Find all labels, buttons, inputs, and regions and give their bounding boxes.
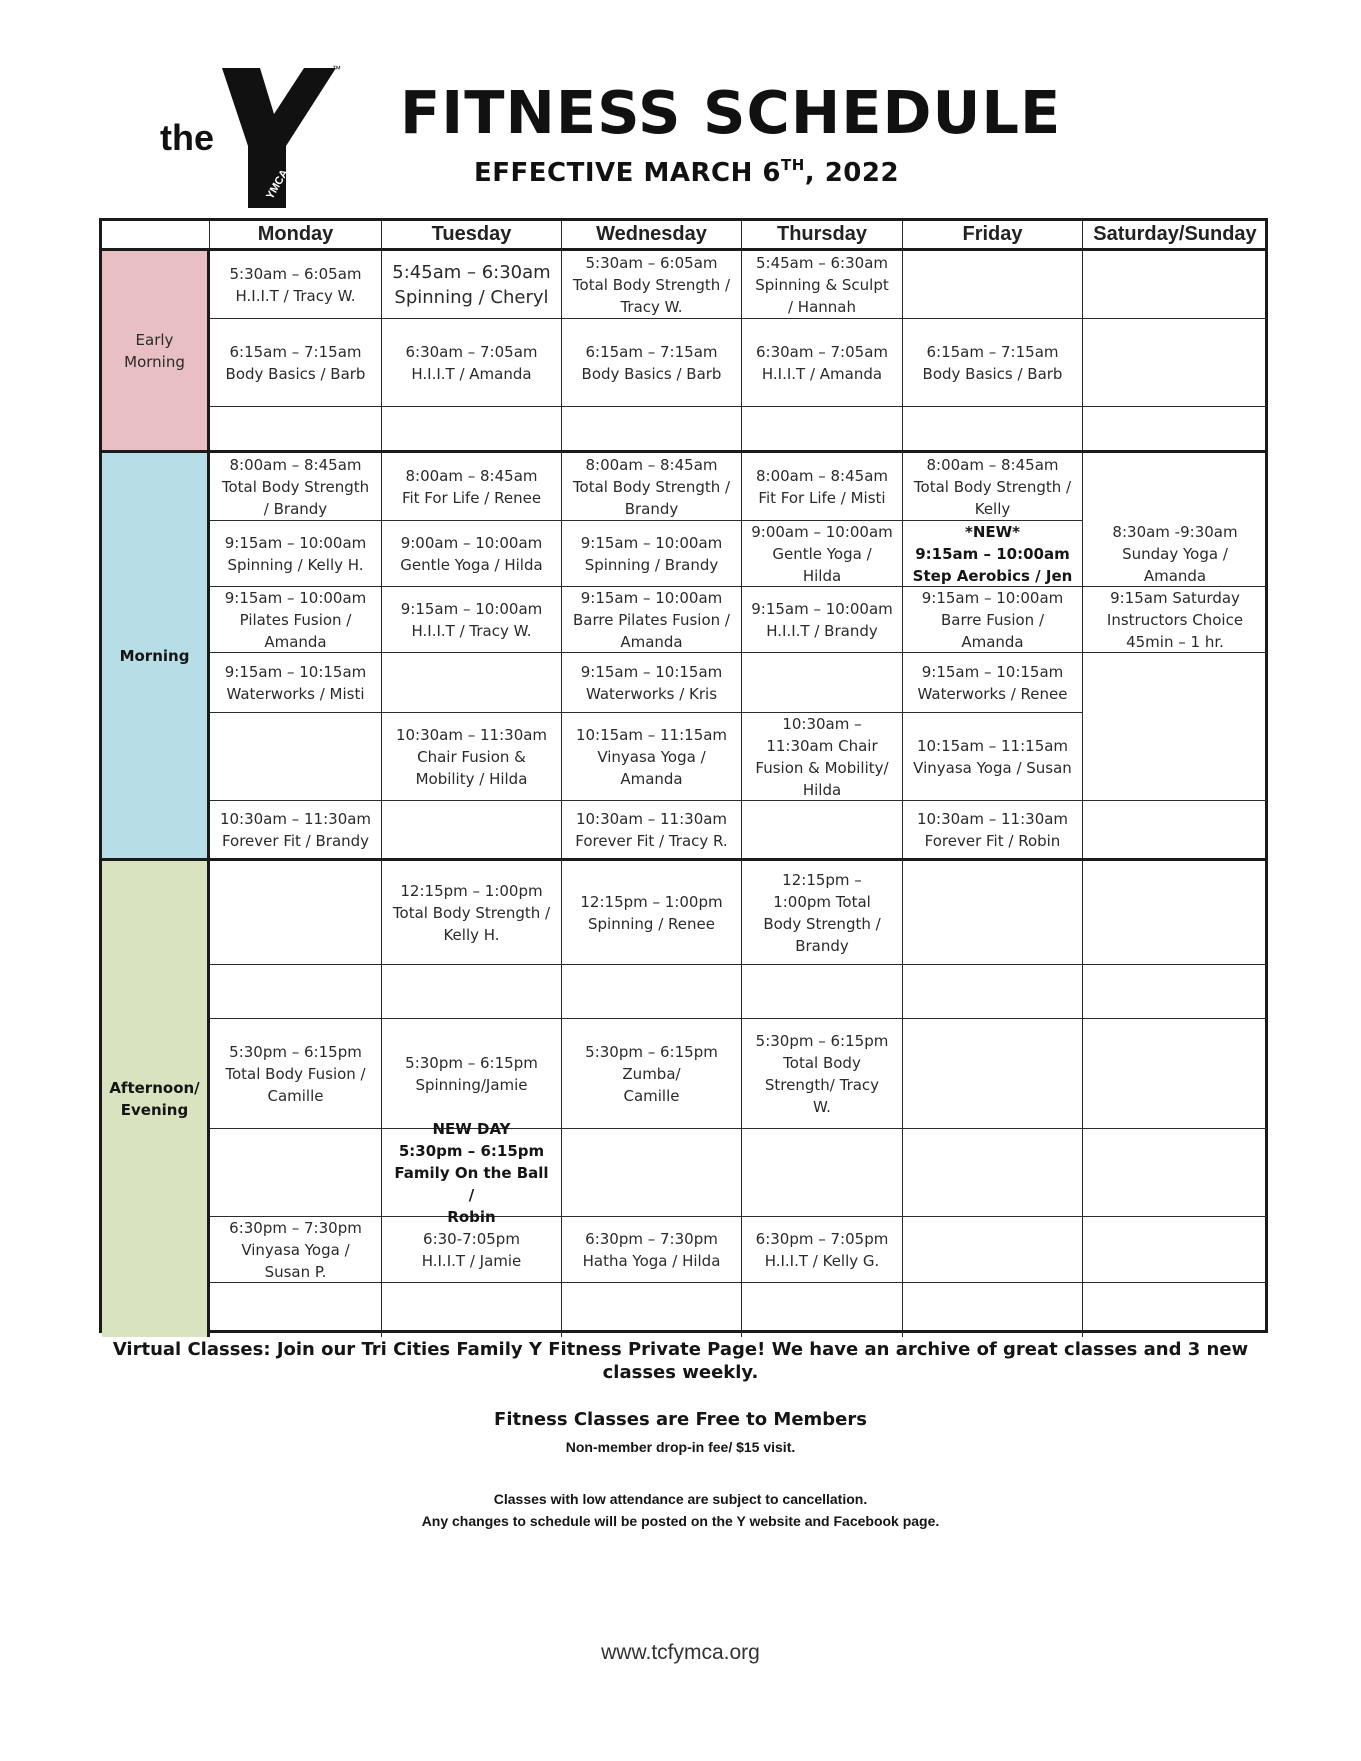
empty-cell xyxy=(382,1283,562,1337)
virtual-classes-note: Virtual Classes: Join our Tri Cities Family Y Fitness Private Page! We have an archive of great classes and 3 new classes weekly. xyxy=(112,1339,1249,1383)
day-header-thursday: Thursday xyxy=(742,221,903,251)
class-text: 9:15am – 10:00am Pilates Fusion / Amanda xyxy=(224,588,367,651)
logo-trademark: ™ xyxy=(332,64,341,74)
period-label: Early Morning xyxy=(124,330,185,371)
empty-cell xyxy=(903,1019,1083,1129)
class-text: 9:15am – 10:00am Barre Pilates Fusion / Amanda xyxy=(573,588,730,651)
class-cell xyxy=(210,1217,382,1283)
class-cell xyxy=(210,587,382,653)
effective-date xyxy=(474,156,899,188)
period-label: Morning xyxy=(119,646,190,665)
class-cell xyxy=(562,1019,742,1129)
empty-cell xyxy=(1083,1129,1267,1217)
class-cell xyxy=(562,713,742,801)
empty-cell xyxy=(903,251,1083,319)
empty-cell xyxy=(903,1283,1083,1337)
empty-cell xyxy=(562,965,742,1019)
empty-cell xyxy=(742,653,903,713)
class-text: 6:30am – 7:05am H.I.I.T / Amanda xyxy=(405,342,538,383)
page-title: FITNESS SCHEDULE xyxy=(400,78,1062,147)
class-text: 10:30am – 11:30am Chair Fusion & Mobility/ Hilda xyxy=(755,714,889,799)
class-cell xyxy=(382,521,562,587)
class-cell xyxy=(562,453,742,521)
class-text: 8:00am – 8:45am Total Body Strength / Brandy xyxy=(221,455,370,518)
empty-cell xyxy=(903,1129,1083,1217)
class-cell xyxy=(382,587,562,653)
class-text: 9:15am – 10:00am Barre Fusion / Amanda xyxy=(921,588,1064,651)
class-text: 6:30am – 7:05am H.I.I.T / Amanda xyxy=(755,342,888,383)
class-text: 9:15am – 10:15am Waterworks / Kris xyxy=(580,662,723,703)
class-cell xyxy=(903,453,1083,521)
empty-cell xyxy=(1083,407,1267,453)
class-text: NEW DAY 5:30pm – 6:15pm Family On the Ball / Robin xyxy=(394,1119,549,1226)
empty-cell xyxy=(1083,453,1267,521)
class-text: 8:30am -9:30am Sunday Yoga / Amanda xyxy=(1112,522,1238,585)
class-text: *NEW* 9:15am – 10:00am Step Aerobics / Jen xyxy=(912,522,1073,585)
class-cell xyxy=(903,713,1083,801)
empty-cell xyxy=(742,801,903,861)
class-text: 5:45am – 6:30am Spinning & Sculpt / Hannah xyxy=(755,253,889,316)
class-cell xyxy=(742,521,903,587)
class-cell xyxy=(742,713,903,801)
class-cell xyxy=(382,713,562,801)
class-text: 9:15am – 10:00am Spinning / Brandy xyxy=(580,533,723,574)
class-cell xyxy=(742,319,903,407)
day-header-tuesday: Tuesday xyxy=(382,221,562,251)
ymca-logo xyxy=(160,60,360,210)
class-text: 12:15pm – 1:00pm Spinning / Renee xyxy=(580,892,723,933)
empty-cell xyxy=(210,1129,382,1217)
class-text: 5:30pm – 6:15pm Zumba/ Camille xyxy=(585,1042,718,1105)
class-cell xyxy=(382,1019,562,1129)
class-cell xyxy=(903,319,1083,407)
period-early-morning xyxy=(102,251,210,453)
day-header-wednesday: Wednesday xyxy=(562,221,742,251)
logo-ymca-text: YMCA xyxy=(264,167,291,202)
empty-cell xyxy=(382,801,562,861)
class-text: 12:15pm – 1:00pm Total Body Strength / Brandy xyxy=(763,870,881,955)
class-text: 8:00am – 8:45am Total Body Strength / Kelly xyxy=(913,455,1072,518)
class-cell-new xyxy=(903,521,1083,587)
class-text: 10:30am – 11:30am Chair Fusion & Mobility / Hilda xyxy=(395,725,548,788)
class-cell xyxy=(210,453,382,521)
class-text: 8:00am – 8:45am Fit For Life / Renee xyxy=(401,466,542,507)
empty-cell xyxy=(903,965,1083,1019)
class-cell xyxy=(210,251,382,319)
class-text: 8:00am – 8:45am Total Body Strength / Brandy xyxy=(572,455,731,518)
class-text: 9:15am – 10:00am Spinning / Kelly H. xyxy=(224,533,367,574)
header-corner xyxy=(102,221,210,251)
class-cell xyxy=(742,251,903,319)
schedule-table xyxy=(99,218,1268,1333)
class-text: 9:15am – 10:00am H.I.I.T / Tracy W. xyxy=(400,599,543,640)
schedule-changes-note: Any changes to schedule will be posted on the Y website and Facebook page. xyxy=(421,1513,940,1529)
class-text: 6:15am – 7:15am Body Basics / Barb xyxy=(225,342,366,383)
period-label: Afternoon/ Evening xyxy=(109,1079,200,1119)
class-text: 5:30pm – 6:15pm Spinning/Jamie xyxy=(405,1053,538,1094)
class-text: 5:30pm – 6:15pm Total Body Fusion / Camille xyxy=(225,1042,366,1105)
class-text: 5:30am – 6:05am Total Body Strength / Tracy W. xyxy=(572,253,731,316)
class-text: 5:30pm – 6:15pm Total Body Strength/ Tracy W. xyxy=(755,1031,889,1116)
class-text: 10:15am – 11:15am Vinyasa Yoga / Susan xyxy=(913,736,1072,777)
empty-cell xyxy=(562,407,742,453)
class-text: 9:00am – 10:00am Gentle Yoga / Hilda xyxy=(400,533,543,574)
effective-ordinal: TH xyxy=(780,156,805,174)
class-text: 6:15am – 7:15am Body Basics / Barb xyxy=(922,342,1063,383)
empty-cell xyxy=(210,861,382,965)
empty-cell xyxy=(1083,1019,1267,1129)
class-cell xyxy=(742,1217,903,1283)
class-text: 9:15am – 10:00am H.I.I.T / Brandy xyxy=(751,599,893,640)
empty-cell xyxy=(1083,1283,1267,1337)
empty-cell xyxy=(742,1283,903,1337)
class-text: 8:00am – 8:45am Fit For Life / Misti xyxy=(755,466,888,507)
class-cell xyxy=(562,587,742,653)
class-cell xyxy=(562,251,742,319)
class-text: 10:30am – 11:30am Forever Fit / Robin xyxy=(916,809,1069,850)
class-text: 9:15am Saturday Instructors Choice 45min – 1 hr. xyxy=(1106,588,1244,651)
class-cell xyxy=(382,1217,562,1283)
class-cell xyxy=(210,319,382,407)
free-to-members-note: Fitness Classes are Free to Members xyxy=(494,1409,867,1430)
class-cell xyxy=(562,861,742,965)
empty-cell xyxy=(382,965,562,1019)
class-cell xyxy=(903,587,1083,653)
class-cell xyxy=(562,521,742,587)
class-cell xyxy=(742,861,903,965)
empty-cell xyxy=(210,713,382,801)
empty-cell xyxy=(1083,861,1267,965)
empty-cell xyxy=(742,1129,903,1217)
class-cell xyxy=(1083,521,1267,587)
class-cell xyxy=(382,251,562,319)
class-text: 10:30am – 11:30am Forever Fit / Brandy xyxy=(219,809,372,850)
website-link[interactable]: www.tcfymca.org xyxy=(601,1641,760,1664)
class-cell xyxy=(903,653,1083,713)
class-text: 9:15am – 10:15am Waterworks / Misti xyxy=(224,662,367,703)
class-cell xyxy=(562,319,742,407)
period-afternoon-evening xyxy=(102,861,210,1337)
class-text: 6:30-7:05pm H.I.I.T / Jamie xyxy=(421,1229,522,1270)
class-cell xyxy=(742,1019,903,1129)
day-header-monday: Monday xyxy=(210,221,382,251)
class-cell xyxy=(1083,587,1267,653)
class-text: 9:15am – 10:15am Waterworks / Renee xyxy=(917,662,1068,703)
empty-cell xyxy=(742,965,903,1019)
class-text: 12:15pm – 1:00pm Total Body Strength / Kelly H. xyxy=(392,881,551,944)
empty-cell xyxy=(903,1217,1083,1283)
class-cell xyxy=(562,653,742,713)
class-text: 9:00am – 10:00am Gentle Yoga / Hilda xyxy=(751,522,893,585)
empty-cell xyxy=(903,861,1083,965)
class-cell xyxy=(562,801,742,861)
logo-the-text: the xyxy=(160,117,214,158)
class-cell xyxy=(562,1217,742,1283)
class-cell xyxy=(210,521,382,587)
cancellation-note: Classes with low attendance are subject to cancellation. xyxy=(493,1491,868,1507)
period-morning xyxy=(102,453,210,861)
empty-cell xyxy=(1083,319,1267,407)
empty-cell xyxy=(742,407,903,453)
ymca-y-logo-icon xyxy=(160,60,360,210)
day-header-weekend: Saturday/Sunday xyxy=(1083,221,1267,251)
class-text: 6:15am – 7:15am Body Basics / Barb xyxy=(581,342,722,383)
class-text: 6:30pm – 7:30pm Vinyasa Yoga / Susan P. xyxy=(229,1218,362,1281)
empty-cell xyxy=(1083,1217,1267,1283)
empty-cell xyxy=(562,1129,742,1217)
class-cell xyxy=(742,453,903,521)
class-cell xyxy=(382,319,562,407)
empty-cell xyxy=(1083,801,1267,861)
empty-cell xyxy=(382,653,562,713)
class-cell xyxy=(210,653,382,713)
empty-cell xyxy=(382,407,562,453)
class-cell xyxy=(382,861,562,965)
empty-cell xyxy=(1083,653,1267,801)
class-cell xyxy=(903,801,1083,861)
empty-cell xyxy=(210,965,382,1019)
class-text: 5:30am – 6:05am H.I.I.T / Tracy W. xyxy=(229,264,362,305)
empty-cell xyxy=(210,1283,382,1337)
class-cell xyxy=(382,453,562,521)
empty-cell xyxy=(1083,965,1267,1019)
effective-year: , 2022 xyxy=(804,158,900,188)
empty-cell xyxy=(1083,251,1267,319)
empty-cell xyxy=(562,1283,742,1337)
effective-prefix: EFFECTIVE MARCH 6 xyxy=(474,158,781,188)
empty-cell xyxy=(903,407,1083,453)
class-cell xyxy=(210,1019,382,1129)
class-text: 10:15am – 11:15am Vinyasa Yoga / Amanda xyxy=(575,725,728,788)
drop-in-fee-note: Non-member drop-in fee/ $15 visit. xyxy=(565,1439,796,1455)
class-cell-new-day xyxy=(382,1119,562,1226)
empty-cell xyxy=(210,407,382,453)
class-cell xyxy=(210,801,382,861)
class-text: 6:30pm – 7:30pm Hatha Yoga / Hilda xyxy=(582,1229,721,1270)
class-text: 6:30pm – 7:05pm H.I.I.T / Kelly G. xyxy=(755,1229,889,1270)
class-text: 10:30am – 11:30am Forever Fit / Tracy R. xyxy=(575,809,728,850)
day-header-friday: Friday xyxy=(903,221,1083,251)
class-cell xyxy=(742,587,903,653)
class-text: 5:45am – 6:30am Spinning / Cheryl xyxy=(392,261,551,308)
